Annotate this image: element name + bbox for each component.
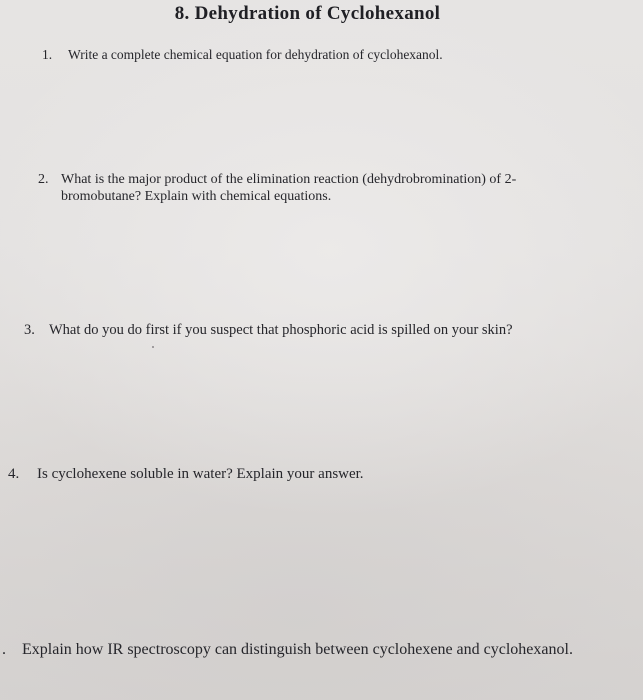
question-number: 3. [24,322,35,338]
question-text: What is the major product of the elimination reaction (dehydrobromination) of 2- [61,172,517,187]
question-text: What do you do first if you suspect that phosphoric acid is spilled on your skin? [49,322,513,338]
pen-mark [152,346,154,348]
question-text-continuation: bromobutane? Explain with chemical equations. [61,189,332,204]
question-text: Is cyclohexene soluble in water? Explain your answer. [37,466,364,482]
question-number: . [2,641,6,658]
question-text: Explain how IR spectroscopy can distinguish between cyclohexene and cyclohexanol. [22,641,573,658]
question-number: 2. [38,172,49,187]
question-2 [38,171,516,205]
question-3 [24,322,513,339]
question-1 [42,46,443,63]
question-4 [8,466,364,483]
page-title: 8. Dehydration of Cyclohexanol [174,3,441,24]
question-5 [2,641,573,658]
question-number: 4. [8,466,20,482]
question-text: Write a complete chemical equation for dehydration of cyclohexanol. [68,47,443,62]
question-number: 1. [42,47,53,62]
